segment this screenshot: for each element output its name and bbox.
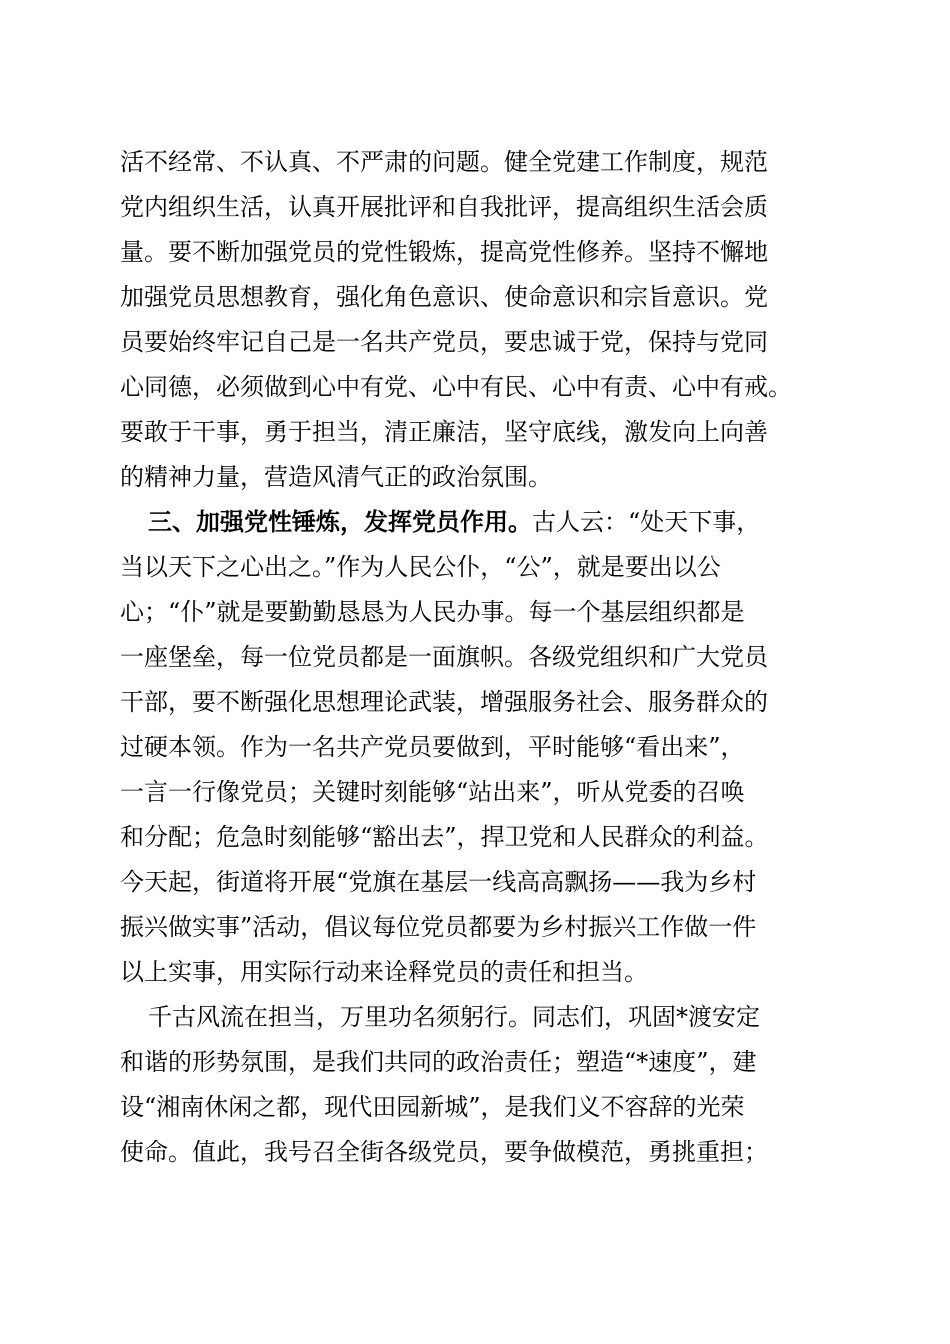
text-line: 干部，要不断强化思想理论武装，增强服务社会、服务群众的 bbox=[120, 688, 768, 716]
text-line: 和分配；危急时刻能够“豁出去”，捍卫党和人民群众的利益。 bbox=[120, 823, 769, 851]
text-line: 和谐的形势氛围，是我们共同的政治责任；塑造“*速度”，建 bbox=[120, 1048, 757, 1076]
text-line: 今天起，街道将开展“党旗在基层一线高高飘扬——我为乡村 bbox=[120, 868, 757, 896]
text-line: 心；“仆”就是要勤勤恳恳为人民办事。每一个基层组织都是 bbox=[120, 598, 745, 626]
text-line: 要敢于干事，勇于担当，清正廉洁，坚守底线，激发向上向善 bbox=[120, 418, 768, 446]
paragraph-1 bbox=[120, 140, 840, 500]
text-line: 设“湘南休闲之都，现代田园新城”，是我们义不容辞的光荣 bbox=[120, 1093, 745, 1121]
text-line: 一言一行像党员；关键时刻能够“站出来”，听从党委的召唤 bbox=[120, 778, 745, 806]
text-line: 使命。值此，我号召全街各级党员，要争做模范，勇挑重担； bbox=[120, 1138, 768, 1166]
text-line: 心同德，必须做到心中有党、心中有民、心中有责、心中有戒。 bbox=[120, 373, 792, 401]
section-heading: 三、加强党性锤炼，发挥党员作用。 bbox=[148, 508, 532, 536]
text-line: 员要始终牢记自己是一名共产党员，要忠诚于党，保持与党同 bbox=[120, 328, 768, 356]
text-line: 过硬本领。作为一名共产党员要做到，平时能够“看出来”， bbox=[120, 733, 745, 761]
text-line: 活不经常、不认真、不严肃的问题。健全党建工作制度，规范 bbox=[120, 148, 768, 176]
text-line: 加强党员思想教育，强化角色意识、使命意识和宗旨意识。党 bbox=[120, 283, 768, 311]
text-line: 量。要不断加强党员的党性锻炼，提高党性修养。坚持不懈地 bbox=[120, 238, 768, 266]
text-line: 党内组织生活，认真开展批评和自我批评，提高组织生活会质 bbox=[120, 193, 768, 221]
text-line: 以上实事，用实际行动来诠释党员的责任和担当。 bbox=[120, 958, 648, 986]
heading-continuation: 古人云：“处天下事， bbox=[532, 508, 761, 536]
text-line: 的精神力量，营造风清气正的政治氛围。 bbox=[120, 463, 552, 491]
document-body bbox=[120, 140, 840, 1175]
text-line: 一座堡垒，每一位党员都是一面旗帜。各级党组织和广大党员 bbox=[120, 643, 768, 671]
text-line: 振兴做实事”活动，倡议每位党员都要为乡村振兴工作做一件 bbox=[120, 913, 757, 941]
text-line-first: 千古风流在担当，万里功名须躬行。同志们，巩固*渡安定 bbox=[148, 1003, 760, 1031]
paragraph-2 bbox=[120, 500, 840, 995]
paragraph-3 bbox=[120, 995, 840, 1175]
text-line-first bbox=[120, 500, 840, 545]
text-line: 当以天下之心出之。”作为人民公仆，“公”，就是要出以公 bbox=[120, 553, 721, 581]
